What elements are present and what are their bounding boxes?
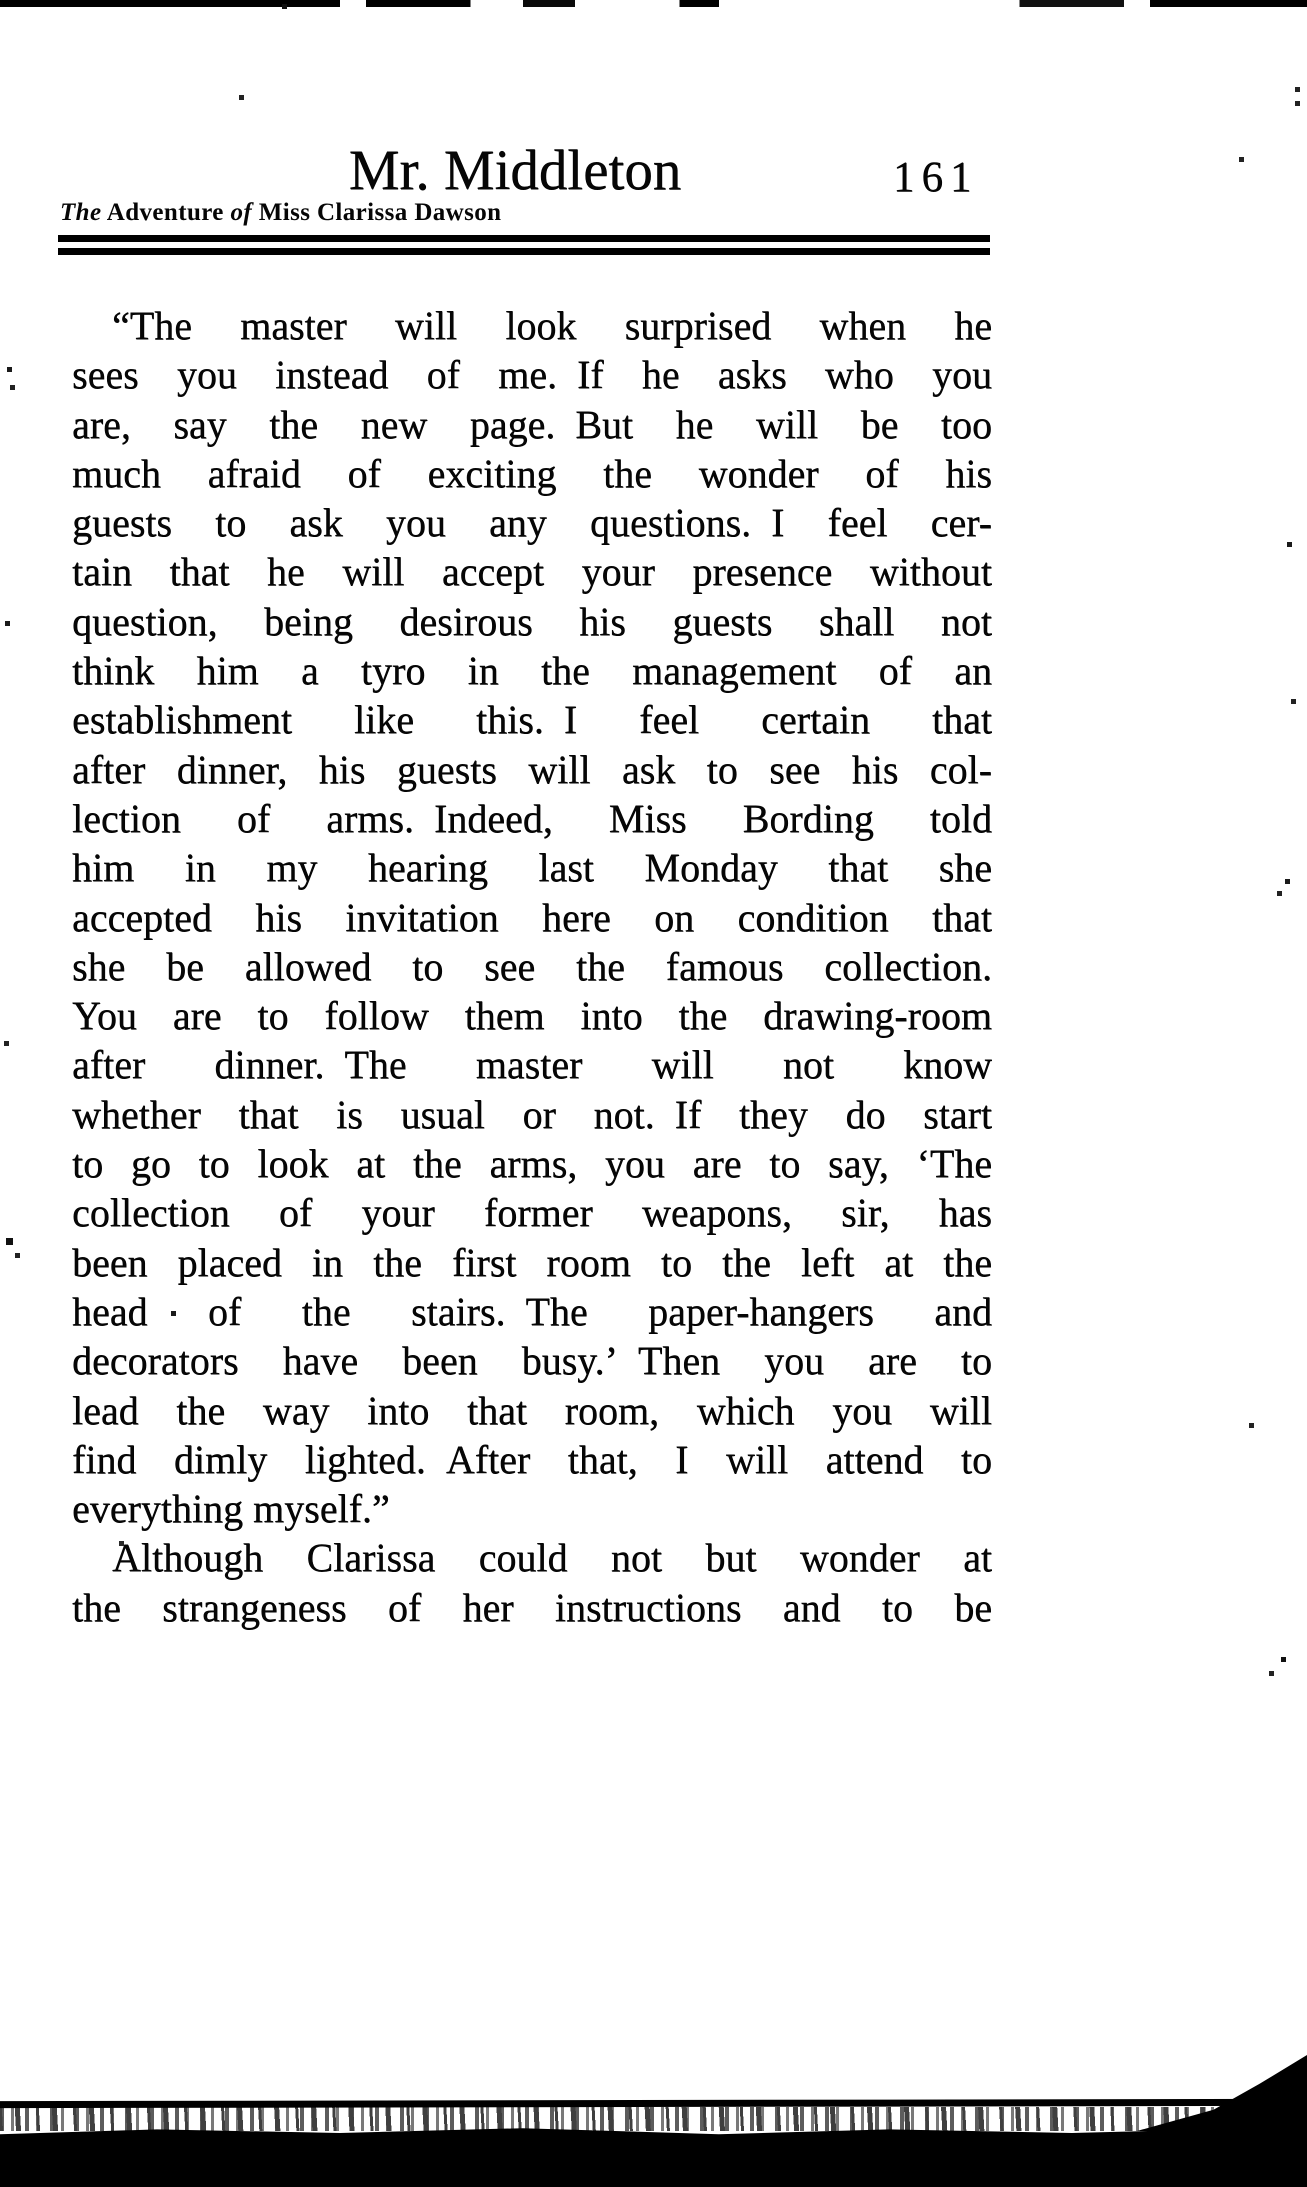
scan-noise-band <box>0 2107 1307 2131</box>
text-line: tain that he will accept your presence without <box>72 549 992 595</box>
text-line: after dinner. The master will not know <box>72 1042 992 1088</box>
text-line: decorators have been busy.’ Then you are to <box>72 1338 992 1384</box>
text-line: everything myself.” <box>72 1486 390 1532</box>
paragraph <box>72 301 992 1533</box>
text-line: to go to look at the arms, you are to say, ‘The <box>72 1141 992 1187</box>
text-line: are, say the new page. But he will be too <box>72 401 992 447</box>
text-line: think him a tyro in the management of an <box>72 648 992 694</box>
text-line: lection of arms. Indeed, Miss Bording told <box>72 795 992 841</box>
text-line: after dinner, his guests will ask to see his col- <box>72 746 992 792</box>
page-number: 161 <box>893 154 979 201</box>
double-rule <box>58 235 990 256</box>
text-line: whether that is usual or not. If they do start <box>72 1091 992 1137</box>
scan-artifact-top <box>0 0 1307 10</box>
rule-line-bottom <box>58 248 990 255</box>
text-line: guests to ask you any questions. I feel cer- <box>72 500 992 546</box>
subtitle-segment: Miss Clarissa Dawson <box>252 199 502 226</box>
text-line: sees you instead of me. If he asks who you <box>72 352 992 398</box>
text-line: him in my hearing last Monday that she <box>72 845 992 891</box>
text-line: she be allowed to see the famous collection. <box>72 943 992 989</box>
text-line: “The master will look surprised when he <box>112 303 992 348</box>
scan-artifact-bottom <box>0 2037 1307 2187</box>
text-line: lead the way into that room, which you will <box>72 1387 992 1433</box>
ink-specks <box>0 0 3 3</box>
scan-black-band <box>0 2127 1307 2187</box>
subtitle-segment: of <box>230 199 253 226</box>
chapter-subtitle <box>60 198 501 228</box>
text-line: collection of your former weapons, sir, has <box>72 1190 992 1236</box>
text-line: You are to follow them into the drawing-room <box>72 993 992 1039</box>
text-line: much afraid of exciting the wonder of his <box>72 450 992 496</box>
paragraph <box>72 1533 992 1632</box>
text-line: Although Clarissa could not but wonder at <box>112 1535 992 1581</box>
text-line: establishment like this. I feel certain that <box>72 697 992 743</box>
subtitle-segment: The <box>60 199 102 226</box>
page-body <box>60 301 992 1632</box>
text-line: find dimly lighted. After that, I will attend to <box>72 1436 992 1482</box>
text-line: question, being desirous his guests shall not <box>72 598 992 644</box>
running-title: Mr. Middleton <box>348 139 682 202</box>
text-line: head of the stairs. The paper-hangers and <box>72 1288 992 1334</box>
text-line: been placed in the first room to the left at the <box>72 1239 992 1285</box>
text-line: the strangeness of her instructions and to be <box>72 1584 992 1630</box>
text-line: accepted his invitation here on condition that <box>72 894 992 940</box>
subtitle-segment: Adventure <box>101 199 231 226</box>
rule-line-top <box>58 235 990 242</box>
